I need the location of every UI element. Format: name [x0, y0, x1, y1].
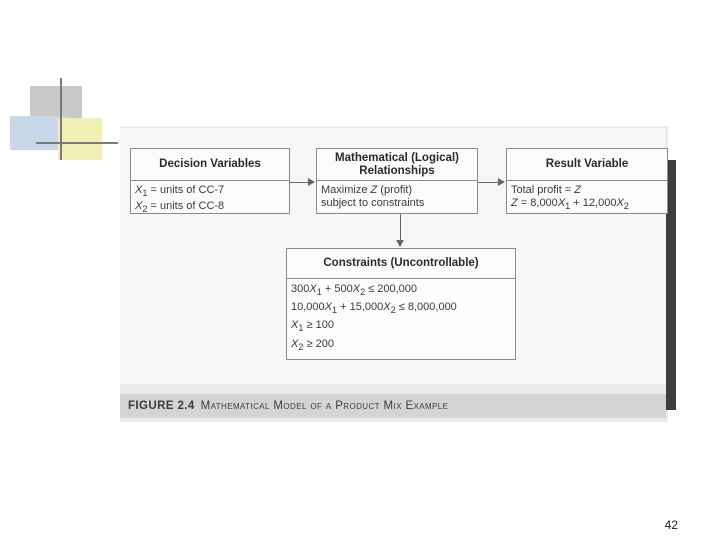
relationships-body: [317, 181, 477, 212]
constraints-body: [287, 279, 515, 358]
decision-variables-body: [131, 181, 289, 218]
relationships-line: subject to constraints: [321, 196, 425, 209]
constraint-line: $10,000X_1 + 15,000X_2 \le 8,000,000$: [291, 301, 457, 316]
decorative-yellow-square: [58, 118, 102, 160]
decision-variables-box: [130, 148, 290, 214]
arrow-relationships-to-result: [478, 182, 498, 183]
constraint-line: $300X_1 + 500X_2 \le 200,000$: [291, 283, 418, 298]
figure-number: FIGURE 2.4: [128, 400, 195, 412]
constraint-line: $X_1 \ge 100$: [291, 319, 334, 334]
figure-title: Mathematical Model of a Product Mix Example: [200, 400, 449, 412]
page-number: 42: [664, 518, 678, 532]
relationships-line: Maximize Z (profit): [321, 184, 413, 196]
result-variable-line: $Z = 8,000X_1 + 12,000X_2$: [511, 196, 629, 211]
result-variable-line: Total profit = Z: [511, 184, 582, 196]
decorative-horizontal-line: [36, 142, 118, 144]
arrow-decision-to-relationships: [290, 182, 308, 183]
decorative-vertical-line: [60, 78, 62, 160]
result-variable-title: Result Variable: [507, 149, 667, 181]
decision-variable-line: $X_2$ = units of CC-8: [135, 199, 225, 214]
constraints-box: [286, 248, 516, 360]
relationships-title: [317, 149, 477, 181]
decision-variables-title: Decision Variables: [131, 149, 289, 181]
result-variable-body: [507, 181, 667, 215]
arrow-relationships-to-constraints: [400, 214, 401, 240]
arrow-head-right-icon: [308, 178, 315, 186]
figure-caption-bar: [120, 394, 666, 418]
figure-caption: [128, 400, 448, 412]
relationships-title-line1: Mathematical (Logical): [335, 152, 459, 164]
result-variable-box: [506, 148, 668, 214]
arrow-head-right-icon: [498, 178, 505, 186]
decision-variable-line: $X_1$ = units of CC-7: [135, 184, 225, 199]
relationships-box: [316, 148, 478, 214]
arrow-head-down-icon: [396, 240, 404, 247]
constraint-line: $X_2 \ge 200$: [291, 337, 334, 352]
relationships-title-line2: Relationships: [359, 165, 435, 177]
figure-scan: [120, 126, 668, 422]
diagram-panel: [120, 128, 666, 384]
constraints-title: Constraints (Uncontrollable): [287, 249, 515, 279]
